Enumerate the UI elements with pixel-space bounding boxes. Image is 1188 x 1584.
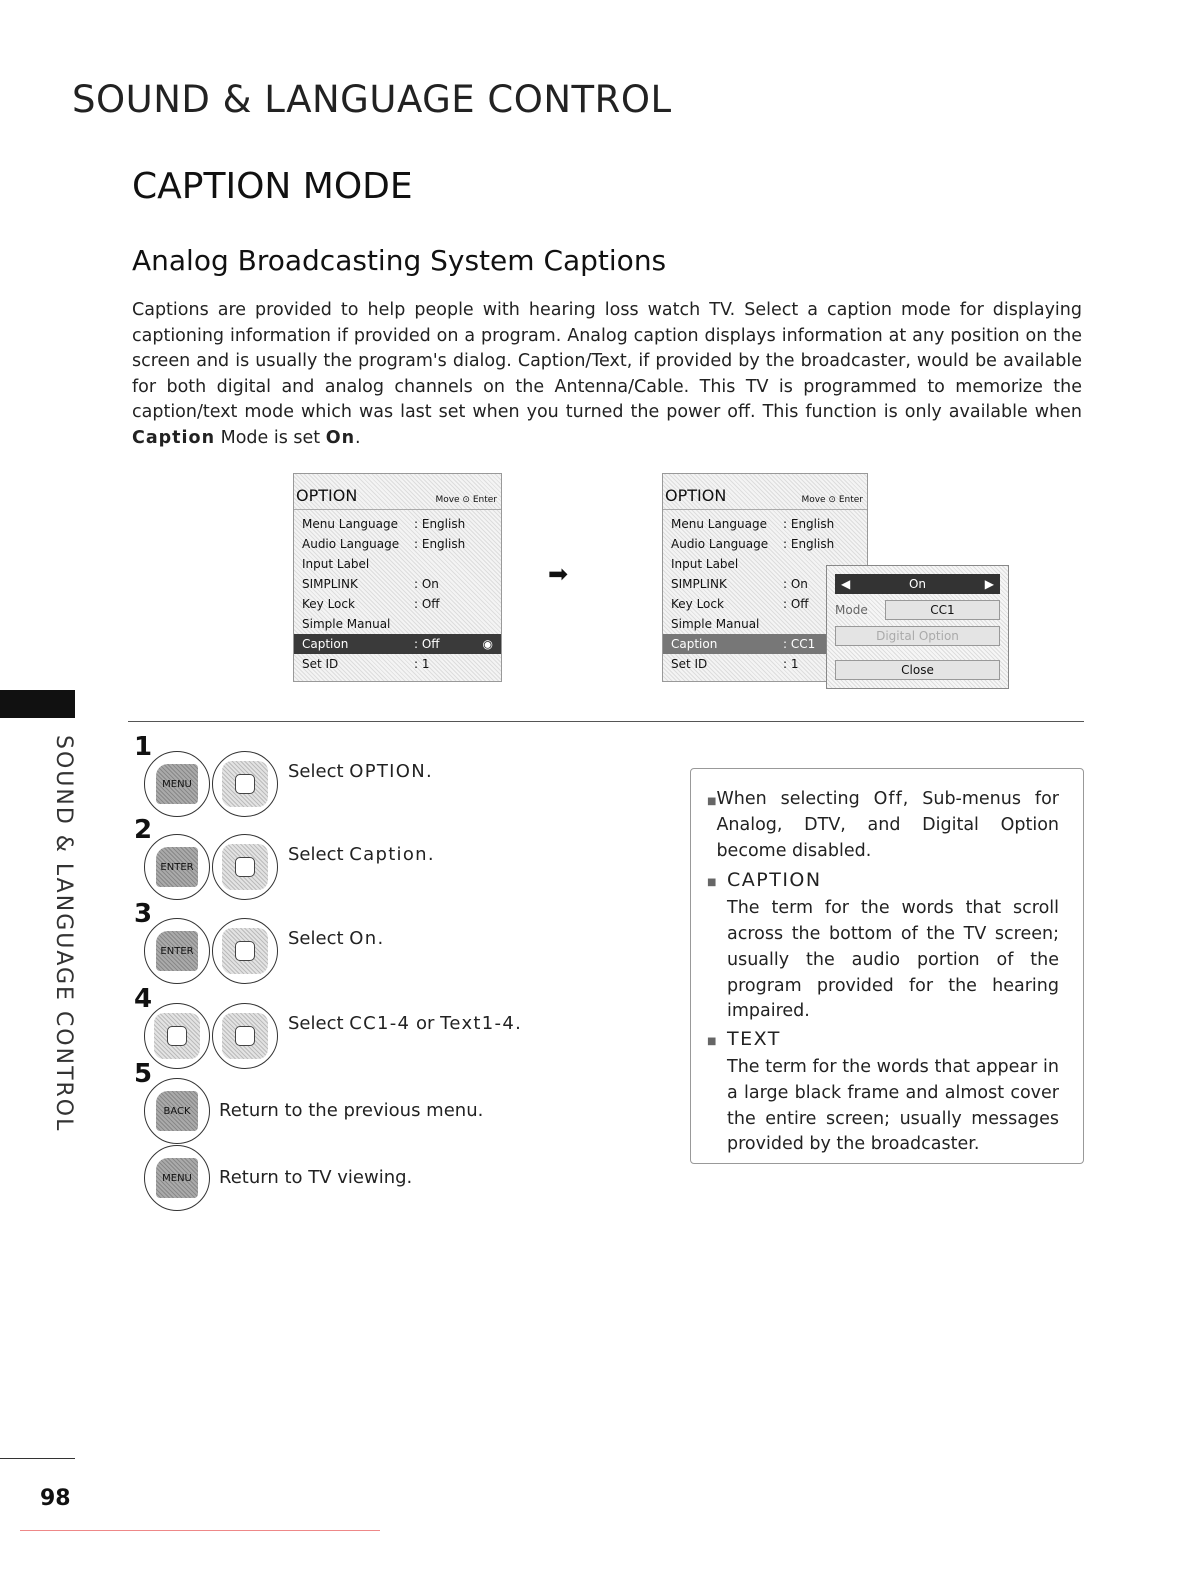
- menu-title: OPTION: [665, 486, 727, 505]
- page-subtitle: Analog Broadcasting System Captions: [132, 244, 667, 277]
- menu-row[interactable]: [294, 534, 501, 554]
- menu-row[interactable]: [294, 634, 501, 654]
- arrow-right-icon: ➡: [548, 560, 569, 588]
- step-text: Select OPTION.: [288, 761, 432, 782]
- note-text: When selecting: [716, 789, 874, 809]
- menu-row-value: : Off: [414, 597, 440, 611]
- left-arrow-icon[interactable]: ◀: [841, 577, 851, 591]
- menu-row-label: Audio Language: [671, 537, 769, 551]
- menu-row-label: Menu Language: [302, 517, 398, 531]
- bullet-icon: ■: [707, 796, 717, 807]
- enter-icon: ◉: [482, 637, 493, 651]
- step-text: Select Caption.: [288, 844, 434, 865]
- remote-button: [144, 751, 210, 817]
- nav-pad-button: [212, 834, 278, 900]
- menu-row[interactable]: [294, 614, 501, 634]
- close-button[interactable]: Close: [835, 660, 1000, 680]
- step-text: Return to TV viewing.: [219, 1167, 413, 1188]
- remote-button: [144, 1078, 210, 1144]
- remote-button: [144, 918, 210, 984]
- mode-select[interactable]: CC1: [885, 600, 1000, 620]
- menu-row-value: : 1: [414, 657, 430, 671]
- menu-row-label: Simple Manual: [671, 617, 760, 631]
- menu-key-icon: MENU: [156, 1158, 198, 1198]
- enter-key-icon: ENTER: [156, 847, 198, 887]
- menu-title: OPTION: [296, 486, 358, 505]
- menu-row-value: : CC1: [783, 637, 816, 651]
- nav-pad-icon: [222, 761, 268, 807]
- side-tab-label: SOUND & LANGUAGE CONTROL: [51, 735, 76, 1133]
- menu-row[interactable]: [294, 554, 501, 574]
- nav-pad-button: [212, 918, 278, 984]
- remote-button: [144, 1145, 210, 1211]
- menu-row-label: SIMPLINK: [671, 577, 727, 591]
- step-text: Select CC1-4 or Text1-4.: [288, 1013, 521, 1034]
- menu-row-value: : English: [414, 537, 466, 551]
- menu-row-value: : Off: [414, 637, 440, 651]
- menu-row[interactable]: [294, 594, 501, 614]
- menu-row-label: Caption: [671, 637, 718, 651]
- nav-pad-icon: [222, 928, 268, 974]
- menu-row-value: : 1: [783, 657, 799, 671]
- menu-row-value: : On: [783, 577, 808, 591]
- menu-row[interactable]: [294, 654, 501, 674]
- bullet-icon: ■: [707, 1036, 717, 1048]
- menu-row-label: Audio Language: [302, 537, 400, 551]
- down-pad-icon: [154, 1013, 200, 1059]
- note-caption-text: The term for the words that scroll across the bottom of the TV screen; usually the audio portion of the program provided for the hearing impaired.: [727, 898, 1059, 1022]
- menu-row-label: Input Label: [671, 557, 739, 571]
- menu-row[interactable]: [294, 574, 501, 594]
- footer-line: [20, 1530, 380, 1531]
- menu-key-icon: MENU: [156, 764, 198, 804]
- note-bold: Off: [873, 789, 903, 809]
- intro-text: Captions are provided to help people with hearing loss watch TV. Select a caption mode for displaying captioning information if provided on a program. Analog caption displays information at any position on the screen and is usually the program's dialog. Caption/Text, if provided by the broadcaster, would be available for both digital and analog channels on the Antenna/Cable. This TV is programmed to memorize the caption/text mode which was last set when you turned the power off. This function is only available when: [132, 300, 1082, 422]
- back-key-icon: BACK: [156, 1091, 198, 1131]
- menu-row-value: : On: [414, 577, 439, 591]
- menu-row-label: Input Label: [302, 557, 370, 571]
- caption-toggle[interactable]: [835, 574, 1000, 594]
- menu-row-label: Caption: [302, 637, 349, 651]
- section-header: SOUND & LANGUAGE CONTROL: [72, 78, 672, 121]
- mode-label: Mode: [835, 603, 868, 617]
- note-text-text: The term for the words that appear in a large black frame and almost cover the entire screen; usually messages provided by the broadcaster.: [727, 1056, 1059, 1155]
- nav-pad-button: [212, 751, 278, 817]
- menu-row[interactable]: [663, 514, 867, 534]
- menu-row-value: : Off: [783, 597, 809, 611]
- intro-on: On: [325, 427, 356, 448]
- menu-row[interactable]: [294, 514, 501, 534]
- menu-row-label: SIMPLINK: [302, 577, 358, 591]
- menu-row-value: : English: [414, 517, 466, 531]
- page-title: CAPTION MODE: [132, 166, 413, 207]
- step-text: Select On.: [288, 928, 384, 949]
- menu-row-value: : English: [783, 537, 835, 551]
- divider: [128, 721, 1084, 722]
- intro-end: .: [355, 427, 361, 448]
- step-number: 5: [134, 1059, 153, 1089]
- step-number: 1: [134, 732, 153, 762]
- note-heading: TEXT: [727, 1028, 781, 1051]
- side-tab-marker: [0, 690, 75, 718]
- digital-option-button[interactable]: Digital Option: [835, 626, 1000, 646]
- menu-hint: Move ⊙ Enter: [435, 495, 497, 505]
- bullet-icon: ■: [707, 877, 717, 889]
- page-number: 98: [40, 1486, 71, 1511]
- caption-popup: [826, 565, 1009, 689]
- menu-row-label: Set ID: [671, 657, 708, 671]
- menu-row[interactable]: [663, 534, 867, 554]
- menu-row-label: Key Lock: [671, 597, 724, 611]
- step-number: 4: [134, 984, 153, 1014]
- option-menu-before: [293, 473, 502, 682]
- menu-title-bar: [294, 474, 501, 510]
- step-number: 2: [134, 815, 153, 845]
- remote-button: [144, 1003, 210, 1069]
- right-arrow-icon[interactable]: ▶: [984, 577, 994, 591]
- menu-row-label: Menu Language: [671, 517, 767, 531]
- nav-pad-button: [212, 1003, 278, 1069]
- page-divider: [0, 1458, 75, 1459]
- menu-row-label: Set ID: [302, 657, 339, 671]
- step-number: 3: [134, 899, 153, 929]
- remote-button: [144, 834, 210, 900]
- step-text: Return to the previous menu.: [219, 1100, 484, 1121]
- menu-title-bar: [663, 474, 867, 510]
- nav-pad-icon: [222, 1013, 268, 1059]
- intro-caption: Caption: [132, 427, 216, 448]
- note-heading: CAPTION: [727, 869, 822, 892]
- enter-key-icon: ENTER: [156, 931, 198, 971]
- caption-value: On: [908, 577, 927, 591]
- menu-hint: Move ⊙ Enter: [801, 495, 863, 505]
- menu-row-value: : English: [783, 517, 835, 531]
- intro-mid: Mode is set: [215, 427, 326, 448]
- note-text: , Sub-menus for Analog, DTV, and Digital Option become disabled.: [716, 789, 1059, 861]
- menu-row-label: Key Lock: [302, 597, 355, 611]
- note-box: [690, 768, 1084, 1164]
- intro-paragraph: [132, 298, 1082, 451]
- menu-row-label: Simple Manual: [302, 617, 391, 631]
- nav-pad-icon: [222, 844, 268, 890]
